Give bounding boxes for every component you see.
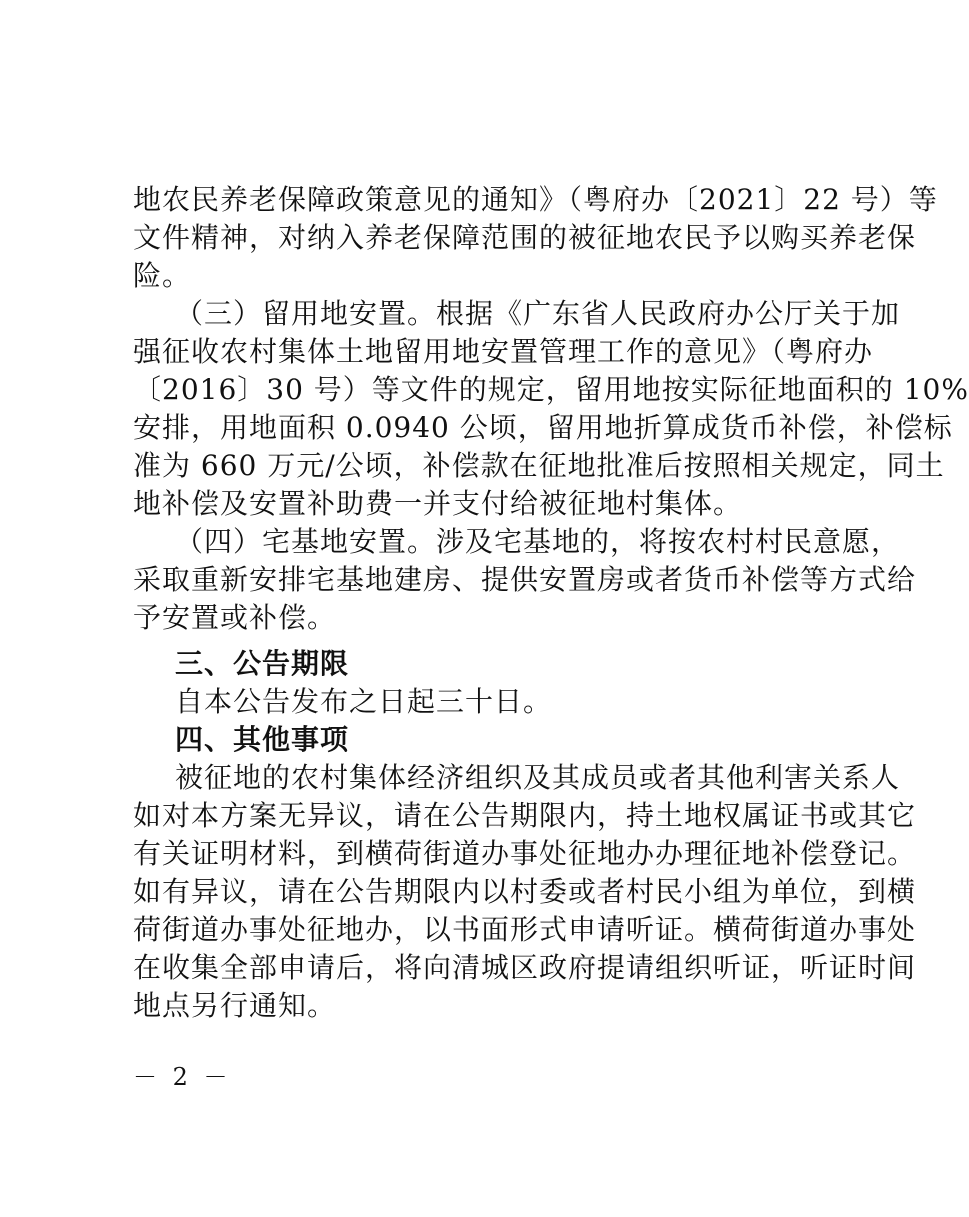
paragraph-line: 如对本方案无异议，请在公告期限内，持土地权属证书或其它 xyxy=(133,799,917,832)
paragraph-line: （三）留用地安置。根据《广东省人民政府办公厅关于加 xyxy=(175,297,901,330)
paragraph-line: （四）宅基地安置。涉及宅基地的，将按农村村民意愿， xyxy=(175,525,901,558)
paragraph-line: 予安置或补偿。 xyxy=(133,601,337,634)
page-number: － 2 － xyxy=(133,1063,232,1091)
paragraph-line: 有关证明材料，到横荷街道办事处征地办办理征地补偿登记。 xyxy=(133,837,917,870)
paragraph-line: 采取重新安排宅基地建房、提供安置房或者货币补偿等方式给 xyxy=(133,563,917,596)
paragraph-line: 地点另行通知。 xyxy=(133,989,337,1022)
paragraph-line: 准为 660 万元/公顷，补偿款在征地批准后按照相关规定，同土 xyxy=(133,449,945,482)
section-heading: 四、其他事项 xyxy=(175,723,350,756)
paragraph-line: 文件精神，对纳入养老保障范围的被征地农民予以购买养老保 xyxy=(133,221,917,254)
paragraph-line: 自本公告发布之日起三十日。 xyxy=(175,685,553,718)
paragraph-line: 〔2016〕30 号）等文件的规定，留用地按实际征地面积的 10% xyxy=(133,373,969,406)
paragraph-line: 如有异议，请在公告期限内以村委或者村民小组为单位，到横 xyxy=(133,875,917,908)
paragraph-line: 地农民养老保障政策意见的通知》（粤府办〔2021〕22 号）等 xyxy=(133,183,938,216)
paragraph-line: 强征收农村集体土地留用地安置管理工作的意见》（粤府办 xyxy=(133,335,874,368)
paragraph-line: 险。 xyxy=(133,259,192,292)
paragraph-line: 荷街道办事处征地办，以书面形式申请听证。横荷街道办事处 xyxy=(133,913,917,946)
paragraph-line: 安排，用地面积 0.0940 公顷，留用地折算成货币补偿，补偿标 xyxy=(133,411,953,444)
section-heading: 三、公告期限 xyxy=(175,647,350,680)
paragraph-line: 被征地的农村集体经济组织及其成员或者其他利害关系人 xyxy=(175,761,901,794)
paragraph-line: 在收集全部申请后，将向清城区政府提请组织听证，听证时间 xyxy=(133,951,917,984)
paragraph-line: 地补偿及安置补助费一并支付给被征地村集体。 xyxy=(133,487,743,520)
